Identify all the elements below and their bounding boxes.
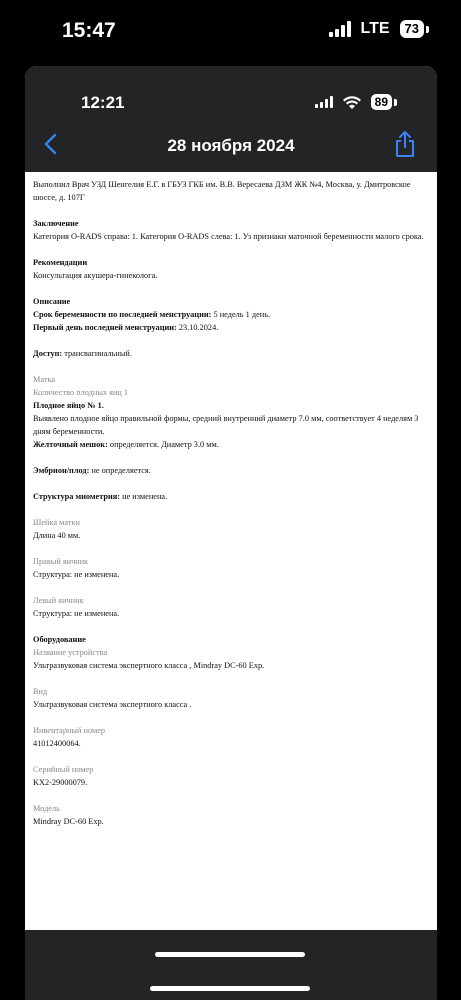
left-ovary-heading: Левый яичник [33, 596, 84, 605]
cervix-text: Длина 40 мм. [33, 531, 81, 540]
access-row: Доступ: трансвагинальный. [33, 349, 132, 358]
battery-icon [371, 94, 397, 110]
uterus-heading: Матка [33, 375, 56, 384]
app-header [25, 66, 437, 172]
right-ovary-text: Структура: не изменена. [33, 570, 120, 579]
page-title: 28 ноября 2024 [167, 136, 295, 155]
embryo-row: Эмбрион/плод: не определяется. [33, 466, 151, 475]
report-content [33, 178, 431, 828]
equipment-heading: Оборудование [33, 635, 86, 644]
wifi-icon [341, 94, 363, 110]
right-ovary-heading: Правый яичник [33, 557, 89, 566]
serial-label: Серийный номер [33, 765, 94, 774]
inner-home-indicator[interactable] [155, 952, 305, 957]
egg-count-label: Количество плодных яиц 1 [33, 388, 129, 397]
outer-status-icons [329, 20, 430, 38]
battery-level: 73 [400, 20, 424, 38]
cellular-signal-icon [329, 21, 351, 37]
device-name-label: Название устройства [33, 648, 108, 657]
recommendations-text: Консультация акушера-гинеколога. [33, 271, 158, 280]
share-icon[interactable] [393, 130, 417, 158]
inner-status-icons [315, 94, 397, 110]
cervix-heading: Шейка матки [33, 518, 80, 527]
outer-home-indicator[interactable] [150, 986, 310, 991]
type-value: Ультразвуковая система экспертного класса . [33, 700, 192, 709]
cellular-signal-icon [315, 96, 333, 108]
inventory-label: Инвентарный номер [33, 726, 106, 735]
gestational-age-row: Срок беременности по последней менструации: 5 недель 1 день. [33, 310, 271, 319]
type-label: Вид [33, 687, 48, 696]
lmp-row: Первый день последней менструации: 23.10.2024. [33, 323, 219, 332]
myometrium-row: Структура миометрия: не изменена. [33, 492, 168, 501]
outer-status-bar [0, 0, 461, 64]
model-label: Модель [33, 804, 60, 813]
outer-clock: 15:47 [62, 19, 116, 42]
conclusion-heading: Заключение [33, 219, 79, 228]
egg-heading: Плодное яйцо № 1. [33, 401, 104, 410]
description-heading: Описание [33, 297, 71, 306]
inventory-value: 41012400064. [33, 739, 81, 748]
yolk-row: Желточный мешок: определяется. Диаметр 3.0 мм. [33, 440, 219, 449]
battery-level: 89 [371, 94, 392, 110]
device-name-value: Ультразвуковая система экспертного класса , Mindray DC-60 Exp. [33, 661, 265, 670]
performer-text: Выполнил Врач УЗД Шенгелия Е.Г. в ГБУЗ ГКБ им. В.В. Вересаева ДЗМ ЖК №4, Москва, у. Дмитровское шоссе, д. 107Г [33, 180, 411, 202]
network-type: LTE [360, 20, 390, 37]
serial-value: KX2-29000079. [33, 778, 88, 787]
conclusion-text: Категория O-RADS справа: 1. Категория O-RADS слева: 1. Уз признаки маточной беременности малого срока. [33, 232, 424, 241]
model-value: Mindray DC-60 Exp. [33, 817, 104, 826]
battery-icon [400, 20, 429, 38]
inner-clock: 12:21 [81, 93, 125, 112]
left-ovary-text: Структура: не изменена. [33, 609, 120, 618]
recommendations-heading: Рекомендации [33, 258, 88, 267]
egg-text: Выявлено плодное яйцо правильной формы, средний внутренний диаметр 7.0 мм, соответствует 4 неделям 3 дням беременности. [33, 414, 419, 436]
screenshot-card [25, 66, 437, 1000]
